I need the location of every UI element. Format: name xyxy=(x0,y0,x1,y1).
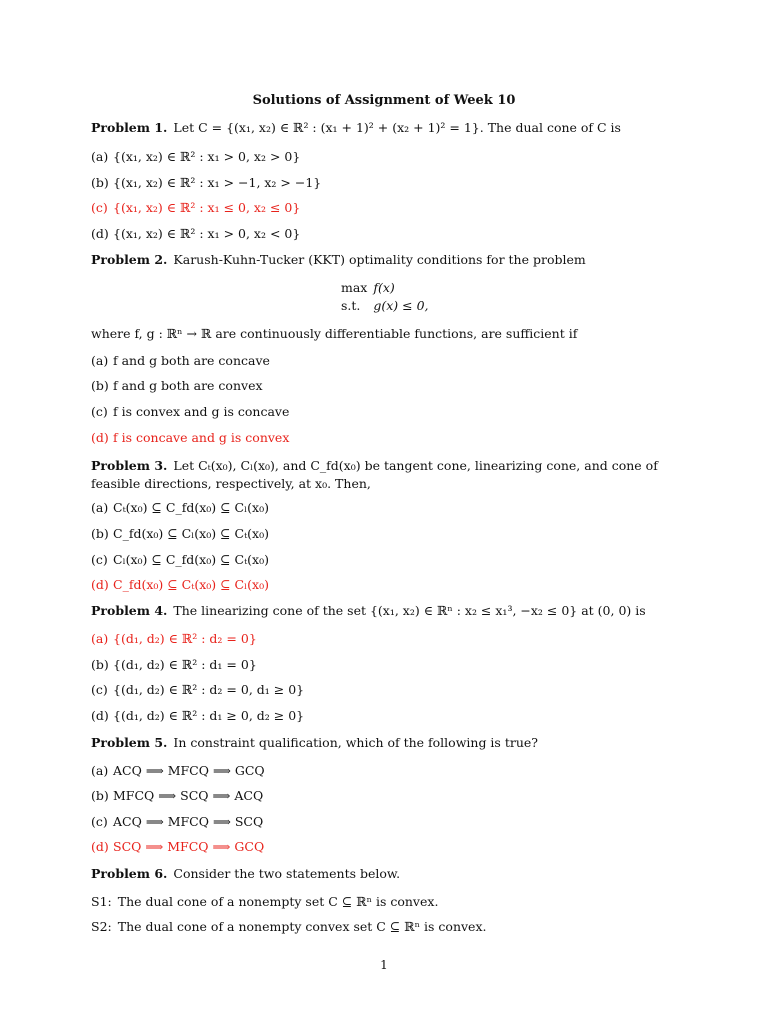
problem-5-option-b: (b) MFCQ ⟹ SCQ ⟹ ACQ xyxy=(91,788,264,803)
problem-4-option-b: (b) {(d₁, d₂) ∈ ℝ² : d₁ = 0} xyxy=(91,657,257,672)
problem-4-option-d: (d) {(d₁, d₂) ∈ ℝ² : d₁ ≥ 0, d₂ ≥ 0} xyxy=(91,708,305,723)
optimization-problem-display: max f(x) s.t. g(x) ≤ 0, xyxy=(341,280,429,313)
problem-2-option-d-correct: (d) f is concave and g is convex xyxy=(91,430,290,445)
problem-text: In constraint qualification, which of the following is true? xyxy=(173,735,538,750)
problem-3-option-a: (a) Cₜ(x₀) ⊆ C_fd(x₀) ⊆ Cₗ(x₀) xyxy=(91,500,269,515)
page-number: 1 xyxy=(380,958,388,972)
statement-s2: S2: The dual cone of a nonempty convex set C ⊆ ℝⁿ is convex. xyxy=(91,919,487,934)
problem-6-statement xyxy=(91,866,400,881)
problem-2-option-c: (c) f is convex and g is concave xyxy=(91,404,290,419)
problem-text: The linearizing cone of the set {(x₁, x₂) ∈ ℝⁿ : x₂ ≤ x₁³, −x₂ ≤ 0} at (0, 0) is xyxy=(173,603,646,618)
problem-label: Problem 1. xyxy=(91,120,168,135)
problem-1-statement xyxy=(91,120,621,135)
problem-label: Problem 3. xyxy=(91,458,168,473)
problem-5-option-d-correct: (d) SCQ ⟹ MFCQ ⟹ GCQ xyxy=(91,839,265,854)
problem-3-statement xyxy=(91,457,681,493)
problem-2-option-a: (a) f and g both are concave xyxy=(91,353,270,368)
problem-1-option-a: (a) {(x₁, x₂) ∈ ℝ² : x₁ > 0, x₂ > 0} xyxy=(91,149,301,164)
problem-1-option-c-correct: (c) {(x₁, x₂) ∈ ℝ² : x₁ ≤ 0, x₂ ≤ 0} xyxy=(91,200,301,215)
problem-3-option-b: (b) C_fd(x₀) ⊆ Cₗ(x₀) ⊆ Cₜ(x₀) xyxy=(91,526,269,541)
statement-s1: S1: The dual cone of a nonempty set C ⊆ ℝⁿ is convex. xyxy=(91,894,439,909)
problem-label: Problem 5. xyxy=(91,735,168,750)
problem-text: Let Cₜ(x₀), Cₗ(x₀), and C_fd(x₀) be tangent cone, linearizing cone, and cone of feasible directions, respectively, at x₀. Then, xyxy=(91,458,658,491)
page-title: Solutions of Assignment of Week 10 xyxy=(252,93,516,108)
problem-text: Let C = {(x₁, x₂) ∈ ℝ² : (x₁ + 1)² + (x₂ + 1)² = 1}. The dual cone of C is xyxy=(173,120,621,135)
problem-1-option-b: (b) {(x₁, x₂) ∈ ℝ² : x₁ > −1, x₂ > −1} xyxy=(91,175,322,190)
problem-1-option-d: (d) {(x₁, x₂) ∈ ℝ² : x₁ > 0, x₂ < 0} xyxy=(91,226,301,241)
problem-3-option-d-correct: (d) C_fd(x₀) ⊆ Cₜ(x₀) ⊆ Cₗ(x₀) xyxy=(91,577,269,592)
problem-4-option-c: (c) {(d₁, d₂) ∈ ℝ² : d₂ = 0, d₁ ≥ 0} xyxy=(91,682,305,697)
problem-2-statement xyxy=(91,252,586,267)
problem-5-option-a: (a) ACQ ⟹ MFCQ ⟹ GCQ xyxy=(91,763,265,778)
problem-3-option-c: (c) Cₗ(x₀) ⊆ C_fd(x₀) ⊆ Cₜ(x₀) xyxy=(91,552,269,567)
problem-2-option-b: (b) f and g both are convex xyxy=(91,378,263,393)
problem-label: Problem 6. xyxy=(91,866,168,881)
problem-2-continuation: where f, g : ℝⁿ → ℝ are continuously differentiable functions, are sufficient if xyxy=(91,326,578,341)
problem-label: Problem 4. xyxy=(91,603,168,618)
problem-4-option-a-correct: (a) {(d₁, d₂) ∈ ℝ² : d₂ = 0} xyxy=(91,631,257,646)
problem-text: Consider the two statements below. xyxy=(173,866,401,881)
problem-5-option-c: (c) ACQ ⟹ MFCQ ⟹ SCQ xyxy=(91,814,264,829)
problem-text: Karush-Kuhn-Tucker (KKT) optimality conditions for the problem xyxy=(173,252,586,267)
problem-4-statement xyxy=(91,603,646,618)
problem-label: Problem 2. xyxy=(91,252,168,267)
problem-5-statement xyxy=(91,735,538,750)
